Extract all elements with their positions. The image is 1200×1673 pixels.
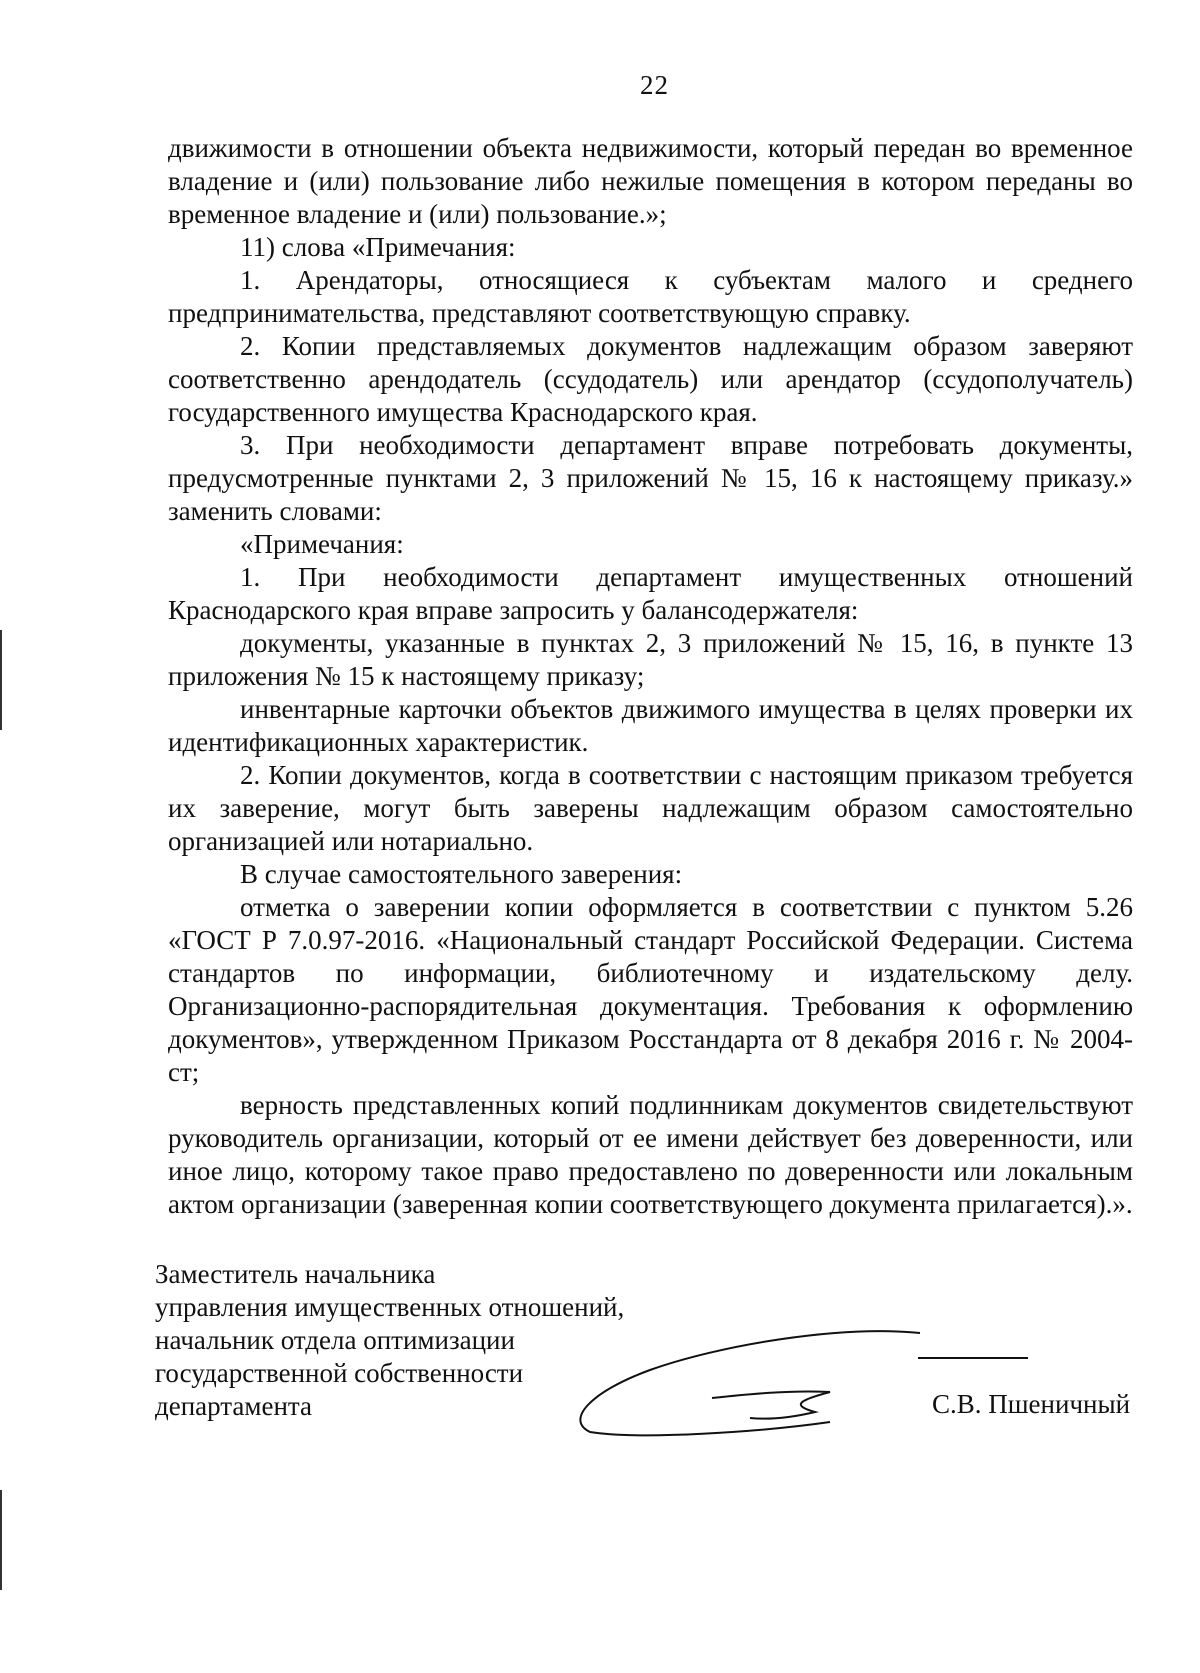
- paragraph: документы, указанные в пунктах 2, 3 приложений № 15, 16, в пункте 13 приложения № 15 к настоящему приказу;: [168, 628, 1133, 691]
- paragraph: 1. Арендаторы, относящиеся к субъектам малого и среднего предпринимательства, представляют соответствующую справку.: [168, 265, 1133, 328]
- paragraph: 11) слова «Примечания:: [240, 232, 516, 262]
- paragraph: верность представленных копий подлинникам документов свидетельствуют руководитель организации, который от ее имени действует без доверенности, или иное лицо, которому такое право предоставлено по доверенности или локальным актом организации (заверенная копии соответствующего документа прилагается).».: [168, 1090, 1133, 1219]
- signatory-name: С.В. Пшеничный: [932, 1389, 1131, 1419]
- paragraph: движимости в отношении объекта недвижимости, который передан во временное владение и (или) пользование либо нежилые помещения в котором переданы во временное владение и (или) пользование.»;: [168, 133, 1133, 229]
- signatory-title-line: государственной собственности: [155, 1358, 524, 1388]
- scan-edge-mark: [0, 1490, 2, 1590]
- paragraph: В случае самостоятельного заверения:: [240, 859, 683, 889]
- signatory-title-line: начальник отдела оптимизации: [155, 1325, 515, 1355]
- signatory-title-line: департамента: [155, 1391, 313, 1421]
- paragraph: 3. При необходимости департамент вправе потребовать документы, предусмотренные пунктами 2, 3 приложений № 15, 16 к настоящему приказу.» заменить словами:: [168, 430, 1133, 526]
- page-number: 22: [640, 70, 669, 100]
- paragraph: 1. При необходимости департамент имущественных отношений Краснодарского края вправе запросить у балансодержателя:: [168, 562, 1133, 625]
- scan-edge-mark: [0, 630, 2, 730]
- paragraph: инвентарные карточки объектов движимого имущества в целях проверки их идентификационных характеристик.: [168, 694, 1133, 757]
- paragraph: отметка о заверении копии оформляется в соответствии с пунктом 5.26 «ГОСТ Р 7.0.97-2016. «Национальный стандарт Российской Федерации. Система стандартов по информации, библиотечному и издательскому делу. Организационно-распорядительная документация. Требования к оформлению документов», утвержденном Приказом Росстандарта от 8 декабря 2016 г. № 2004-ст;: [168, 892, 1133, 1087]
- signatory-title-line: управления имущественных отношений,: [155, 1292, 625, 1322]
- paragraph: 2. Копии представляемых документов надлежащим образом заверяют соответственно арендодатель (ссудодатель) или арендатор (ссудополучатель) государственного имущества Краснодарского края.: [168, 331, 1133, 427]
- paragraph: «Примечания:: [240, 529, 404, 559]
- signatory-title-line: Заместитель начальника: [155, 1259, 436, 1289]
- paragraph: 2. Копии документов, когда в соответствии с настоящим приказом требуется их заверение, могут быть заверены надлежащим образом самостоятельно организацией или нотариально.: [168, 760, 1133, 856]
